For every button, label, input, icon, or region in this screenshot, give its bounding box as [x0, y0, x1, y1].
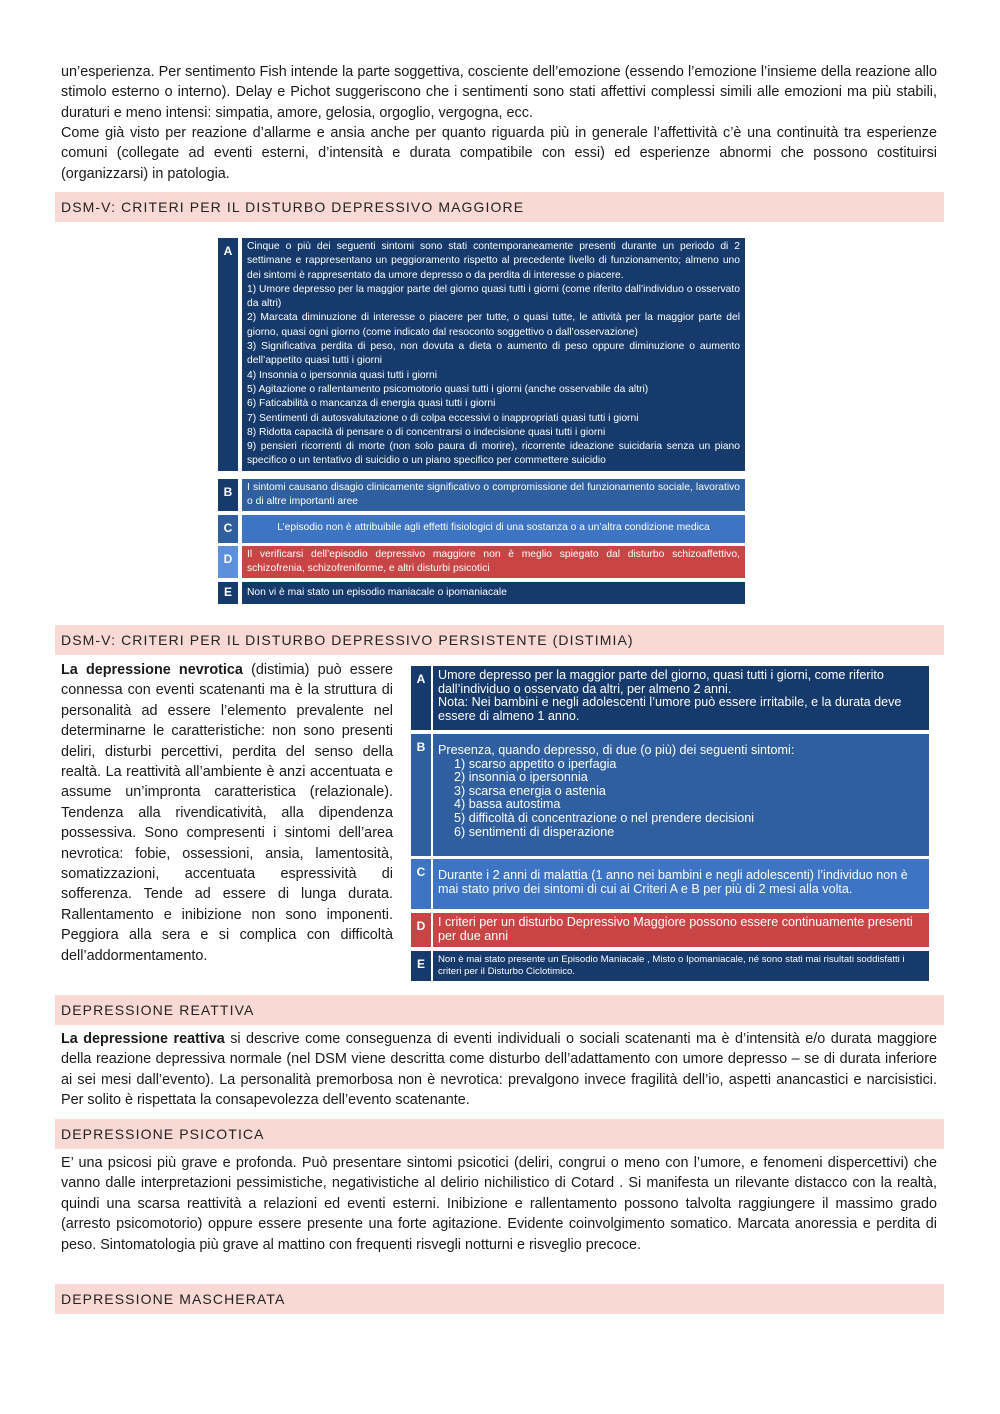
criterion-letter: B: [411, 734, 431, 856]
criterion-item: 3) Significativa perdita di peso, non dovuta a dieta o aumento di peso oppure diminuzione o aumento dell’appetito quasi tutti i giorni: [247, 341, 740, 367]
criterion-letter: D: [411, 913, 431, 947]
criterion-letter: C: [218, 515, 238, 543]
heading-mascherata: DEPRESSIONE MASCHERATA: [55, 1284, 944, 1314]
heading-dsm-distimia: DSM-V: CRITERI PER IL DISTURBO DEPRESSIVO PERSISTENTE (DISTIMIA): [55, 625, 944, 655]
criterion-item: 9) pensieri ricorrenti di morte (non solo paura di morire), ricorrente ideazione suicidaria senza un piano specifico o un tentativo di suicidio o un piano specifico per commettere suicidio: [247, 441, 740, 467]
criterion-c-row: [218, 515, 745, 543]
criterion-e-text: Non vi è mai stato un episodio maniacale o ipomaniacale: [242, 582, 745, 604]
criterion-letter: A: [218, 238, 238, 471]
distimia-criterion-e-row: [411, 951, 929, 981]
criterion-item: 8) Ridotta capacità di pensare o di concentrarsi o indecisione quasi tutti i giorni: [247, 426, 606, 438]
criterion-note: Nota: Nei bambini e negli adolescenti l’umore può essere irritabile, e la durata deve essere di almeno 1 anno.: [438, 695, 902, 723]
heading-psicotica: DEPRESSIONE PSICOTICA: [55, 1119, 944, 1149]
distimia-criterion-c-row: [411, 859, 929, 909]
psicotica-paragraph: E’ una psicosi più grave e profonda. Può presentare sintomi psicotici (deliri, congrui o meno con l’umore, e fenomeni dispercettivi) che vanno dalle interpretazioni pessimistiche, negativistiche al delirio nichilistico di Cotard . Si manifesta un rilevante distacco con la realtà, quindi una scarsa reattività a relazioni ed eventi esterni. Inibizione e rallentamento possono talvolta raggiungere il massimo grado (arresto psicomotorio) oppure essere presente una forte agitazione. Evidente coinvolgimento somatico. Marcata anoressia e perdita di peso. Sintomatologia più grave al mattino con frequenti risvegli notturni e risveglio precoce.: [61, 1155, 937, 1253]
distimia-criterion-b-row: [411, 734, 929, 856]
criterion-letter: A: [411, 666, 431, 730]
reattiva-body: si descrive come conseguenza di eventi individuali o sociali scatenanti ma è d’intensità e/o durata maggiore della reazione depressiva normale (nel DSM viene descritta come disturbo dell’adattamento con umore depresso – se di durata inferiore ai sei mesi dall’evento). La personalità premorbosa non è nevrotica: prevalgono invece fragilità dell’io, aspetti anancastici e narcisistici. Per solito è rispettata la consapevolezza dell’evento scatenante.: [61, 1031, 938, 1109]
criterion-letter: E: [411, 951, 431, 981]
distimia-body: (distimia) può essere connessa con eventi scatenanti ma è la struttura di personalità ad essere l’elemento prevalente nel determinarne le caratteristiche: non sono presenti deliri, disturbi percettivi, perdita del senso della realtà. La reattività all’ambiente è anzi accentuata e assume un’impronta caratteristica (relazionale). Tendenza alla rivendicatività, alla dipendenza possessiva. Sono compresenti i sintomi dell’area nevrotica: fobie, ossessioni, ansia, lamentosità, somatizzazioni, accentuata espressività di sofferenza. Tende ad essere di lunga durata. Rallentamento e inibizione non sono imponenti. Peggiora alla sera e si complica con difficoltà dell’addormentamento.: [61, 662, 393, 964]
intro-paragraph-1: un’esperienza. Per sentimento Fish intende la parte soggettiva, cosciente dell’emozione (essendo l’emozione l’insieme della reazione allo stimolo esterno o interno). Delay e Pichot suggeriscono che i sentimenti sono stati affettivi complessi simili alle emozioni ma più stabili, duraturi e meno intensi: simpatia, amore, gelosia, orgoglio, vergogna, ecc.: [61, 64, 937, 121]
criterion-text: Umore depresso per la maggior parte del giorno, quasi tutti i giorni, come riferito dall’individuo o osservato da altri, per almeno 2 anni.: [438, 668, 884, 696]
criterion-b-text: I sintomi causano disagio clinicamente significativo o compromissione del funzionamento sociale, lavorativo o di altre importanti aree: [242, 479, 745, 511]
criterion-letter: E: [218, 582, 238, 604]
distimia-criterion-a-row: [411, 666, 929, 730]
criterion-intro: Presenza, quando depresso, di due (o più) dei seguenti sintomi:: [438, 743, 795, 757]
criterion-item: 5) Agitazione o rallentamento psicomotorio quasi tutti i giorni (anche osservabile da altri): [247, 383, 649, 395]
criterion-a-row: [218, 238, 745, 471]
criterion-letter: C: [411, 859, 431, 909]
criterion-item: 6) Faticabilità o mancanza di energia quasi tutti i giorni: [247, 398, 496, 410]
distimia-criterion-d-text: I criteri per un disturbo Depressivo Maggiore possono essere continuamente presenti per due anni: [433, 913, 929, 947]
criterion-a-text: [242, 238, 745, 471]
criterion-item: 3) scarsa energia o astenia: [454, 783, 606, 798]
criterion-item: 2) Marcata diminuzione di interesse o piacere per tutte, o quasi tutte, le attività per la maggior parte del giorno, quasi ogni giorno (come indicato dal resoconto soggettivo o dall’osservazione): [247, 312, 740, 338]
distimia-criterion-a-text: [433, 666, 929, 730]
criterion-d-text: Il verificarsi dell’episodio depressivo maggiore non è meglio spiegato dal disturbo schizoaffettivo, schizofrenia, schizofreniforme, e altri disturbi psicotici: [242, 546, 745, 578]
criterion-item: 4) Insonnia o ipersonnia quasi tutti i giorni: [247, 369, 438, 381]
heading-reattiva: DEPRESSIONE REATTIVA: [55, 995, 944, 1025]
criterion-item: 2) insonnia o ipersonnia: [454, 770, 588, 785]
criterion-a-intro: Cinque o più dei seguenti sintomi sono stati contemporaneamente presenti durante un periodo di 2 settimane e rappresentano un peggioramento rispetto al precedente livello di funzionamento; almeno uno dei sintomi è rappresentato da umore depresso o da perdita di interesse o piacere.: [247, 241, 740, 281]
criterion-c-text: L’episodio non è attribuibile agli effetti fisiologici di una sostanza o a un’altra condizione medica: [242, 515, 745, 543]
criterion-d-row: [218, 546, 745, 578]
criterion-item: 7) Sentimenti di autosvalutazione o di colpa eccessivi o inappropriati quasi tutti i giorni: [247, 412, 639, 424]
distimia-bold-term: La depressione nevrotica: [61, 662, 243, 678]
heading-dsm-major: DSM-V: CRITERI PER IL DISTURBO DEPRESSIVO MAGGIORE: [55, 192, 944, 222]
distimia-criterion-e-text: Non è mai stato presente un Episodio Maniacale , Misto o Ipomaniacale, né sono stati mai risultati soddisfatti i criteri per il Disturbo Ciclotimico.: [433, 951, 929, 981]
reattiva-paragraph: [61, 1029, 937, 1111]
criterion-e-row: [218, 582, 745, 604]
criterion-b-row: [218, 479, 745, 511]
criterion-item: 1) scarso appetito o iperfagia: [454, 756, 617, 771]
criterion-item: 4) bassa autostima: [454, 797, 561, 812]
reattiva-bold-term: La depressione reattiva: [61, 1031, 225, 1047]
criterion-letter: D: [218, 546, 238, 578]
criterion-item: 6) sentimenti di disperazione: [454, 824, 615, 839]
criterion-letter: B: [218, 479, 238, 511]
criterion-item: 1) Umore depresso per la maggior parte del giorno quasi tutti i giorni (come riferito dall’individuo o osservato da altri): [247, 283, 740, 310]
distimia-criterion-c-text: Durante i 2 anni di malattia (1 anno nei bambini e negli adolescenti) l’individuo non è mai stato privo dei sintomi di cui ai Criteri A e B per più di 2 mesi alla volta.: [433, 859, 929, 909]
distimia-paragraph: [61, 660, 393, 966]
distimia-criterion-b-text: [433, 734, 929, 856]
criterion-item: 5) difficoltà di concentrazione o nel prendere decisioni: [454, 810, 755, 825]
distimia-criterion-d-row: [411, 913, 929, 947]
intro-paragraph-2: Come già visto per reazione d’allarme e ansia anche per quanto riguarda più in generale l’affettività c’è una continuità tra esperienze comuni (collegate ad eventi esterni, d’intensità e durata compatibile con essi) ed esperienze abnormi che possono costituirsi (organizzarsi) in patologia.: [61, 125, 937, 182]
